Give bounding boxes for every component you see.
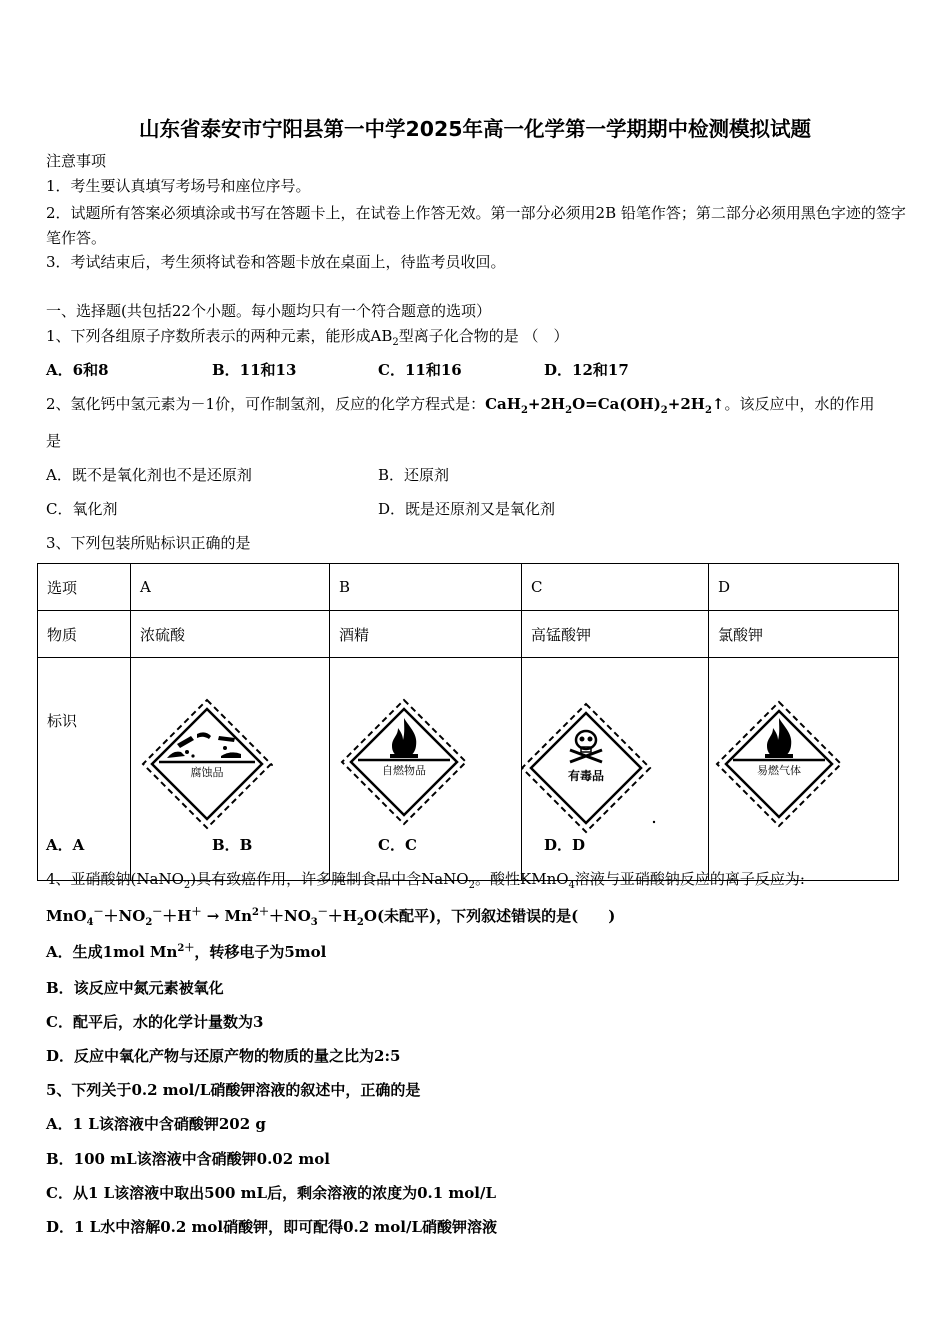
q3-option-b: B．B — [212, 836, 253, 854]
q4-eq-sup: 2＋ — [252, 907, 269, 918]
q1-stem-sub: 2 — [392, 337, 399, 348]
notice-item-3: 3．考试结束后，考生须将试卷和答题卡放在桌面上，待监考员收回。 — [46, 253, 506, 271]
q2-option-d: D．既是还原剂又是氧化剂 — [378, 500, 556, 518]
q1-option-b: B．11和13 — [212, 361, 297, 379]
q4-eq-sup: － — [317, 907, 328, 918]
table-cell: D — [709, 564, 899, 611]
q1-stem — [46, 326, 569, 346]
table-cell: B — [330, 564, 522, 611]
q2-eq-sub: 2 — [520, 405, 528, 416]
q5-option-c: C．从1 L该溶液中取出500 mL后，剩余溶液的浓度为0.1 mol/L — [46, 1184, 497, 1202]
table-row — [38, 611, 899, 658]
q4-eq-sub: 3 — [310, 917, 318, 928]
q4-eq-part: MnO — [46, 907, 87, 925]
q4-eq-sup: － — [93, 907, 104, 918]
q5-option-b: B．100 mL该溶液中含硝酸钾0.02 mol — [46, 1150, 330, 1168]
toxic-sign-label: 有毒品 — [567, 769, 605, 783]
flammable-solid-hazard-icon — [330, 684, 521, 854]
q5-option-a: A．1 L该溶液中含硝酸钾202 g — [46, 1115, 266, 1133]
notice-item-1: 1．考生要认真填写考场号和座位序号。 — [46, 177, 311, 195]
q4-option-a-sup: 2＋ — [177, 943, 195, 954]
q4-option-c: C．配平后，水的化学计量数为3 — [46, 1013, 264, 1031]
table-cell — [709, 658, 899, 881]
q2-stem-text: 2、氢化钙中氢元素为－1价，可作制氢剂，反应的化学方程式是： — [46, 395, 486, 413]
q2-eq-part: O=Ca(OH) — [572, 395, 661, 413]
flammable-gas-sign-label: 易燃气体 — [757, 764, 801, 777]
table-cell: 氯酸钾 — [709, 611, 899, 658]
section-heading: 一、选择题(共包括22个小题。每小题均只有一个符合题意的选项） — [46, 302, 491, 320]
notice-item-2: 2．试题所有答案必须填涂或书写在答题卡上，在试卷上作答无效。第一部分必须用2B 铅笔作答；第二部分必须用黑色字迹的签字笔作答。 — [46, 204, 906, 247]
flammable-solid-sign-label: 自燃物品 — [382, 764, 426, 777]
q2-stem-line2: 是 — [46, 432, 62, 450]
q4-stem-sub: 2 — [183, 880, 191, 891]
q4-stem-sub: 4 — [568, 880, 575, 891]
corrosive-hazard-icon — [131, 684, 329, 854]
q4-eq-sub: 2 — [356, 917, 364, 928]
q5-option-d: D．1 L水中溶解0.2 mol硝酸钾，即可配得0.2 mol/L硝酸钾溶液 — [46, 1218, 498, 1236]
q4-stem-text: )具有致癌作用，许多腌制食品中含NaNO — [190, 870, 469, 888]
q4-option-d: D．反应中氧化产物与还原产物的物质的量之比为2:5 — [46, 1047, 401, 1065]
q2-eq-sub: 2 — [565, 405, 573, 416]
toxic-hazard-icon — [522, 684, 708, 854]
flammable-gas-hazard-icon — [709, 684, 898, 854]
q3-option-a: A．A — [46, 836, 85, 854]
q1-option-a: A．6和8 — [46, 361, 109, 379]
table-cell: 标识 — [38, 658, 131, 881]
q2-option-a: A．既不是氧化剂也不是还原剂 — [46, 466, 252, 484]
corrosive-sign-label: 腐蚀品 — [190, 766, 224, 779]
q2-stem-tail: 。该反应中，水的作用 — [724, 395, 875, 413]
q2-eq-part: +2H — [667, 395, 705, 413]
notice-heading: 注意事项 — [46, 152, 107, 170]
q1-option-c: C．11和16 — [378, 361, 462, 379]
table-row — [38, 658, 899, 881]
q4-stem-sub: 2 — [468, 880, 475, 891]
table-cell: 高锰酸钾 — [522, 611, 709, 658]
q2-eq-sub: 2 — [660, 405, 668, 416]
q3-option-c: C．C — [378, 836, 417, 854]
q2-equation — [485, 395, 725, 416]
table-cell: 浓硫酸 — [131, 611, 330, 658]
q4-eq-part: → Mn — [201, 907, 253, 925]
q4-stem-text: 4、亚硝酸钠(NaNO — [46, 870, 184, 888]
q2-option-b: B．还原剂 — [378, 466, 450, 484]
q4-stem-tail: 溶液与亚硝酸钠反应的离子反应为: — [574, 870, 805, 888]
table-row — [38, 564, 899, 611]
q4-option-a-text: A．生成1mol Mn — [46, 943, 178, 961]
q2-option-c: C．氧化剂 — [46, 500, 118, 518]
q4-eq-sub: 4 — [86, 917, 94, 928]
q2-eq-part: CaH — [485, 395, 521, 413]
q4-equation — [46, 906, 615, 926]
table-cell: C — [522, 564, 709, 611]
q2-eq-sub: 2 — [704, 405, 712, 416]
q3-stem: 3、下列包装所贴标识正确的是 — [46, 534, 251, 552]
table-cell: 物质 — [38, 611, 131, 658]
page-title: 山东省泰安市宁阳县第一中学2025年高一化学第一学期期中检测模拟试题 — [138, 117, 812, 141]
q3-option-d: D．D — [544, 836, 586, 854]
q4-eq-part: ＋H — [162, 907, 192, 925]
q4-eq-part: ＋NO — [103, 907, 146, 925]
q4-option-a-tail: ，转移电子为5mol — [194, 943, 327, 961]
table-cell: A — [131, 564, 330, 611]
q4-eq-sup: － — [152, 907, 163, 918]
q1-stem-tail: 型离子化合物的是 （ ） — [398, 327, 569, 345]
q4-eq-part: ＋NO — [268, 907, 311, 925]
q4-eq-sub: 2 — [145, 917, 153, 928]
table-cell: 选项 — [38, 564, 131, 611]
q4-eq-tail: O(未配平)，下列叙述错误的是( ) — [363, 907, 616, 925]
q2-eq-arrow: ↑ — [711, 395, 725, 413]
q4-option-a — [46, 942, 326, 962]
q1-stem-text: 1、下列各组原子序数所表示的两种元素，能形成AB — [46, 327, 393, 345]
q1-option-d: D．12和17 — [544, 361, 629, 379]
q5-stem: 5、下列关于0.2 mol/L硝酸钾溶液的叙述中，正确的是 — [46, 1081, 421, 1099]
q4-option-b: B．该反应中氮元素被氧化 — [46, 979, 224, 997]
q4-stem-text: 。酸性KMnO — [475, 870, 569, 888]
hazard-table — [37, 563, 899, 881]
table-cell: 酒精 — [330, 611, 522, 658]
table-cell — [330, 658, 522, 881]
q4-stem — [46, 869, 805, 889]
q2-stem — [46, 394, 875, 414]
q4-eq-part: ＋H — [327, 907, 357, 925]
q2-eq-part: +2H — [527, 395, 566, 413]
q4-eq-sup: ＋ — [191, 907, 202, 918]
